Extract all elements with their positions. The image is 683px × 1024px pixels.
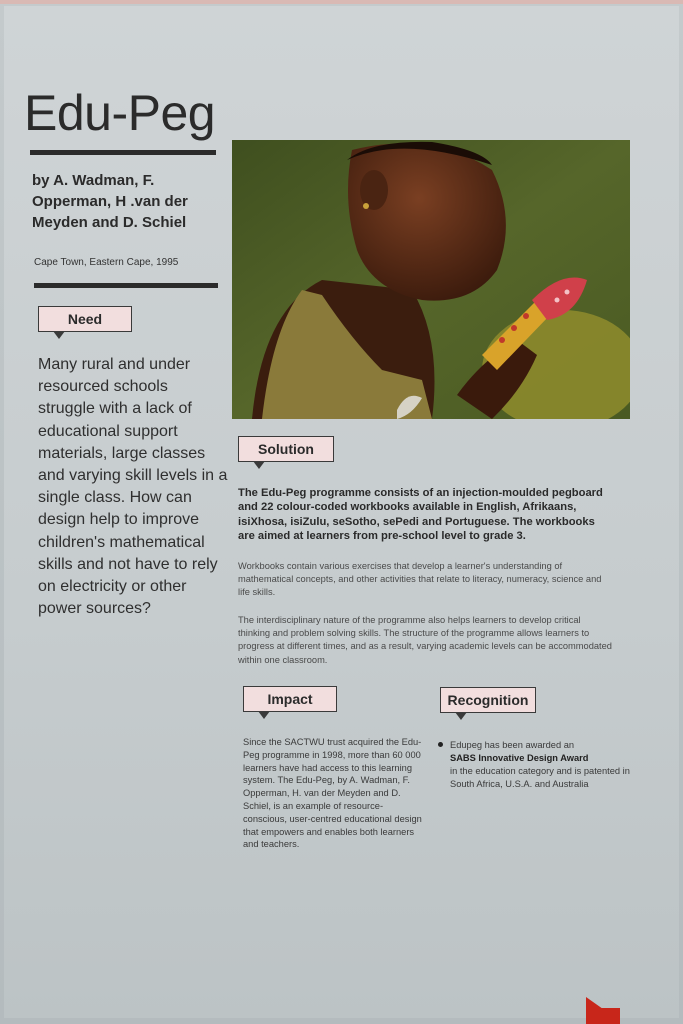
need-text: Many rural and under resourced schools struggle with a lack of educational support materials, large classes and varying skill levels in a single class. How can design help to improve children's mathematical skills and not have to rely on electricity or other power sources? (38, 356, 228, 618)
child-with-pegboard-photo (232, 140, 630, 419)
recognition-item (440, 739, 630, 791)
photo-illustration (232, 140, 630, 419)
solution-lead: The Edu-Peg programme consists of an injection-moulded pegboard and 22 colour-coded workbooks available in English, Afrikaans, isiXhosa, isiZulu, seSotho, sePedi and Portuguese. The workbooks are aimed at learners from pre-school level to grade 3. (238, 487, 603, 542)
recognition-text-after: in the education category and is patented in South Africa, U.S.A. and Australia (450, 766, 630, 789)
recognition-tag: Recognition (440, 687, 536, 713)
impact-tag: Impact (243, 686, 337, 712)
poster-top-edge (0, 0, 683, 4)
poster-title: Edu-Peg (24, 85, 216, 141)
solution-paragraph-2: The interdisciplinary nature of the programme also helps learners to develop critical thinking and problem solving skills. The structure of the programme allows learners to progress at different times, and as a result, varying academic levels can be accommodated within one classroom. (238, 615, 612, 665)
corner-accent-base (586, 1008, 620, 1024)
recognition-text (450, 739, 630, 791)
solution-tag: Solution (238, 436, 334, 462)
bullet-icon (438, 742, 443, 747)
authors: by A. Wadman, F. Opperman, H .van der Meyden and D. Schiel (32, 172, 188, 231)
need-tag: Need (38, 306, 132, 332)
recognition-text-before: Edupeg has been awarded an (450, 740, 575, 750)
impact-text: Since the SACTWU trust acquired the Edu-Peg programme in 1998, more than 60 000 learners have had access to this learning system. The Edu-Peg, by A. Wadman, F. Opperman, H. van der Meyden and D. Schiel, is an example of resource-conscious, user-centred educational design that empowers and enables both learners and teachers. (243, 737, 422, 850)
solution-paragraph-1: Workbooks contain various exercises that develop a learner's understanding of mathematical concepts, and other activities that relate to literacy, numeracy, science and life skills. (238, 561, 602, 598)
location-date: Cape Town, Eastern Cape, 1995 (34, 257, 179, 268)
recognition-award: SABS Innovative Design Award (450, 753, 589, 763)
authors-rule (34, 283, 218, 288)
title-rule (30, 150, 216, 155)
